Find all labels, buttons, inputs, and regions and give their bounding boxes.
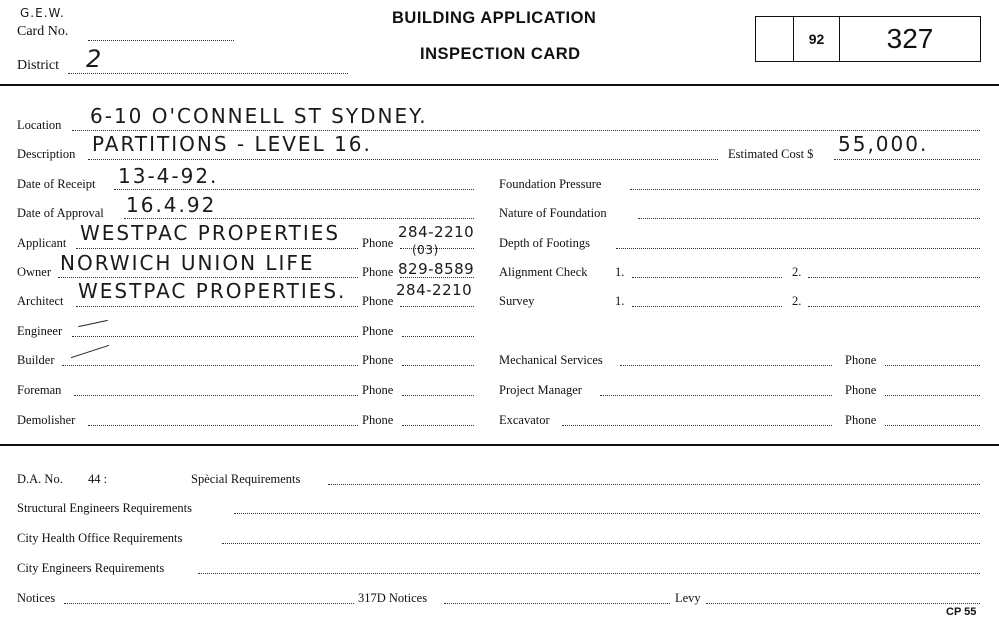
alignment-2-label: 2.	[792, 265, 802, 279]
applicant-phone-value: 284-2210	[398, 223, 475, 241]
special-requirements-label: Spècial Requirements	[191, 472, 301, 486]
owner-value: NORWICH UNION LIFE	[60, 251, 315, 275]
demolisher-line	[88, 425, 358, 426]
nature-foundation-line	[638, 218, 980, 219]
card-no-mark: G.E.W.	[20, 6, 65, 20]
date-approval-value: 16.4.92	[126, 193, 217, 217]
description-label: Description	[17, 147, 76, 161]
location-label: Location	[17, 118, 62, 132]
project-manager-label: Project Manager	[499, 383, 582, 397]
survey-2-label: 2.	[792, 294, 802, 308]
card-number-year: 92	[794, 17, 840, 61]
owner-phone-label: Phone	[362, 265, 394, 279]
description-line	[88, 159, 718, 160]
estimated-cost-line	[834, 159, 980, 160]
foreman-line	[74, 395, 358, 396]
applicant-value: WESTPAC PROPERTIES	[80, 221, 341, 245]
engineer-phone-line	[402, 336, 474, 337]
demolisher-phone-label: Phone	[362, 413, 394, 427]
survey-label: Survey	[499, 294, 535, 308]
builder-line	[62, 365, 358, 366]
estimated-cost-label: Estimated Cost $	[728, 147, 814, 161]
alignment-1-line	[632, 277, 782, 278]
city-engineers-line	[198, 573, 980, 574]
foreman-phone-label: Phone	[362, 383, 394, 397]
card-title-line1: BUILDING APPLICATION	[392, 9, 597, 27]
alignment-1-label: 1.	[615, 265, 625, 279]
structural-requirements-line	[234, 513, 980, 514]
district-line	[68, 73, 348, 74]
architect-phone-label: Phone	[362, 294, 394, 308]
builder-dash	[71, 345, 109, 358]
demolisher-phone-line	[402, 425, 474, 426]
notices-317d-line	[444, 603, 670, 604]
applicant-line	[76, 248, 358, 249]
description-value: PARTITIONS - LEVEL 16.	[92, 132, 372, 156]
card-number-value: 327	[886, 23, 934, 54]
estimated-cost-value: 55,000.	[838, 132, 929, 156]
engineer-line	[72, 336, 358, 337]
card-number-blank-box	[756, 17, 794, 61]
card-no-line	[88, 40, 234, 41]
excavator-label: Excavator	[499, 413, 550, 427]
builder-phone-label: Phone	[362, 353, 394, 367]
builder-phone-line	[402, 365, 474, 366]
engineer-phone-label: Phone	[362, 324, 394, 338]
district-value: 2	[86, 45, 104, 73]
nature-foundation-label: Nature of Foundation	[499, 206, 607, 220]
demolisher-label: Demolisher	[17, 413, 76, 427]
card-no-label: Card No.	[17, 24, 69, 39]
project-manager-line	[600, 395, 832, 396]
builder-label: Builder	[17, 353, 55, 367]
date-receipt-value: 13-4-92.	[118, 164, 219, 188]
architect-phone-value: 284-2210	[396, 281, 473, 299]
engineer-dash	[78, 320, 108, 327]
mech-services-line	[620, 365, 832, 366]
location-value: 6-10 O'CONNELL ST SYDNEY.	[90, 104, 428, 128]
excavator-phone-label: Phone	[845, 413, 877, 427]
city-engineers-label: City Engineers Requirements	[17, 561, 165, 575]
owner-phone-prefix: (03)	[412, 243, 439, 257]
depth-footings-line	[616, 248, 980, 249]
health-requirements-label: City Health Office Requirements	[17, 531, 183, 545]
mech-phone-label: Phone	[845, 353, 877, 367]
location-line	[72, 130, 980, 131]
alignment-2-line	[808, 277, 980, 278]
health-requirements-line	[222, 543, 980, 544]
card-title-line2: INSPECTION CARD	[420, 45, 581, 63]
date-receipt-line	[114, 189, 474, 190]
alignment-check-label: Alignment Check	[499, 265, 588, 279]
excavator-phone-line	[885, 425, 980, 426]
survey-2-line	[808, 306, 980, 307]
header-divider	[0, 84, 999, 86]
architect-value: WESTPAC PROPERTIES.	[78, 279, 347, 303]
notices-line	[64, 603, 354, 604]
foreman-label: Foreman	[17, 383, 62, 397]
levy-label: Levy	[675, 591, 701, 605]
excavator-line	[562, 425, 832, 426]
owner-label: Owner	[17, 265, 52, 279]
engineer-label: Engineer	[17, 324, 63, 338]
architect-line	[76, 306, 358, 307]
notices-317d-label: 317D Notices	[358, 591, 428, 605]
da-no-label: D.A. No.	[17, 472, 63, 486]
levy-line	[706, 603, 980, 604]
pm-phone-label: Phone	[845, 383, 877, 397]
owner-phone-value: 829-8589	[398, 260, 475, 278]
pm-phone-line	[885, 395, 980, 396]
architect-phone-line	[400, 306, 474, 307]
mech-phone-line	[885, 365, 980, 366]
structural-requirements-label: Structural Engineers Requirements	[17, 501, 192, 515]
foundation-pressure-label: Foundation Pressure	[499, 177, 602, 191]
da-no-value: 44 :	[88, 472, 108, 486]
foundation-pressure-line	[630, 189, 980, 190]
architect-label: Architect	[17, 294, 64, 308]
mech-services-label: Mechanical Services	[499, 353, 603, 367]
survey-1-label: 1.	[615, 294, 625, 308]
date-approval-label: Date of Approval	[17, 206, 104, 220]
middle-divider	[0, 444, 999, 446]
applicant-label: Applicant	[17, 236, 67, 250]
date-receipt-label: Date of Receipt	[17, 177, 96, 191]
foreman-phone-line	[402, 395, 474, 396]
form-code: CP 55	[946, 606, 977, 618]
applicant-phone-label: Phone	[362, 236, 394, 250]
depth-footings-label: Depth of Footings	[499, 236, 590, 250]
district-label: District	[17, 58, 59, 73]
survey-1-line	[632, 306, 782, 307]
special-requirements-line	[328, 484, 980, 485]
date-approval-line	[124, 218, 474, 219]
notices-label: Notices	[17, 591, 56, 605]
owner-line	[58, 277, 358, 278]
card-number-boxes	[755, 16, 981, 62]
